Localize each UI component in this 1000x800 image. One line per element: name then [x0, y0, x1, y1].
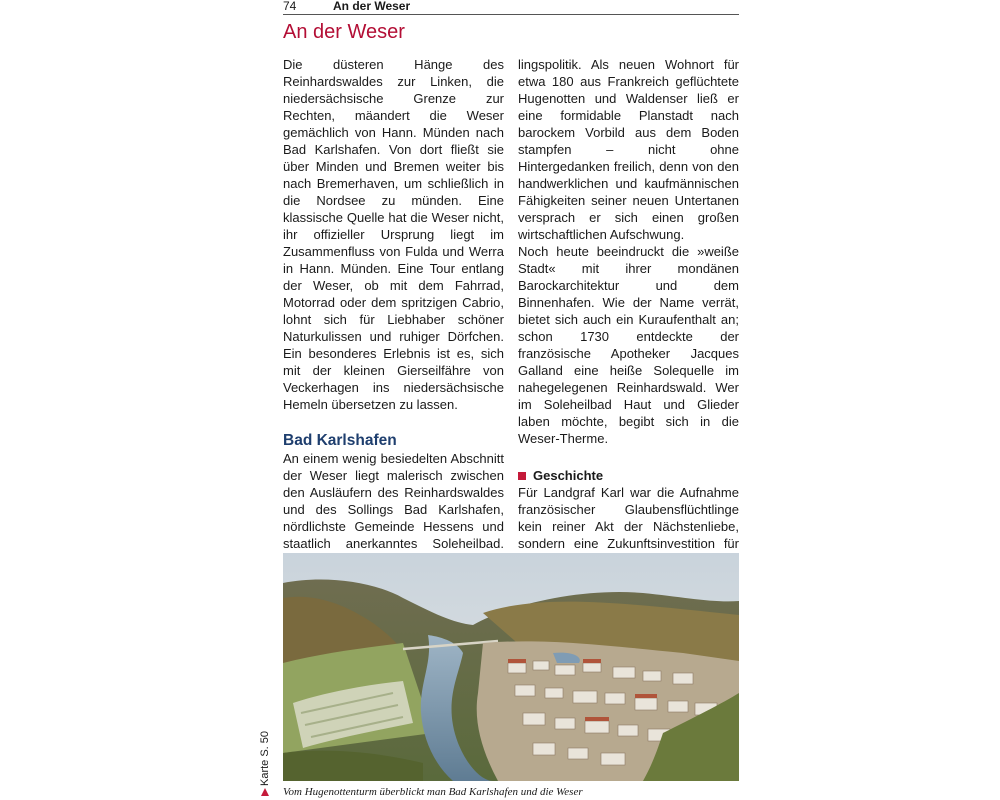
photo-caption: Vom Hugenottenturm überblickt man Bad Karlshafen und die Weser — [283, 786, 583, 798]
continuation-paragraph: lingspolitik. Als neuen Wohnort für etwa 180 aus Frankreich geflüchtete Hugenotten und Waldenser ließ er eine formidable Planstadt nach barockem Vorbild aus dem Boden stampfen – nicht ohne Hintergedanken freilich, denn von den handwerklichen und kaufmännischen Fähigkeiten seiner neuen Untertanen versprach er sich einen großen wirtschaftlichen Aufschwung. — [518, 57, 739, 242]
map-reference-label: Karte S. 50 — [259, 730, 271, 786]
bad-karlshafen-paragraph: An einem wenig besiedelten Abschnitt der Weser liegt malerisch zwischen den Ausläufern des Reinhardswaldes und des Sollings Bad Karlshafen, nördlichste Gemeinde Hessens und staatlich anerkanntes Soleheilbad. — [283, 451, 504, 551]
left-column — [283, 56, 504, 637]
intro-paragraph: Die düsteren Hänge des Reinhardswaldes zur Linken, die niedersächsische Grenze zur Rechten, mäandert die Weser gemächlich von Hann. Münden nach Bad Karlshafen. Von dort fließt sie über Minden und Bremen weiter bis nach Bremerhaven, um schließlich in die Nordsee zu münden. Eine klassische Quelle hat die Weser nicht, ihr offizieller Ursprung liegt im Zusammenfluss von Fulda und Werra in Hann. Münden. Eine Tour entlang der Weser, ob mit dem Fahrrad, Motorrad oder dem spritzigen Cabrio, lohnt sich für Liebhaber schöner Naturkulissen und ruhiger Dörfchen. Ein besonderes Erlebnis ist es, sich mit der kleinen Gierseilfähre von Veckerhagen ins niedersächsische Hemeln übersetzen zu lassen. — [283, 57, 504, 412]
subheading-geschichte — [518, 467, 739, 484]
running-header — [283, 0, 739, 15]
subheading-bad-karlshafen: Bad Karlshafen — [283, 432, 397, 449]
page-number: 74 — [283, 0, 297, 13]
landscape-photo — [283, 553, 739, 781]
chapter-title: An der Weser — [283, 21, 405, 43]
map-reference[interactable] — [259, 728, 273, 800]
running-header-title: An der Weser — [333, 0, 411, 13]
weisse-stadt-paragraph: Noch heute beeindruckt die »weiße Stadt« mit ihrer mondänen Barockarchitektur und dem Binnenhafen. Wie der Name verrät, bietet sich auch ein Kuraufenthalt an; schon 1730 entdeckte der französische Apotheker Jacques Galland eine heiße Solequelle im nahegelegenen Reinhardswald. Wer im Soleheilbad Haut und Glieder laben möchte, begibt sich in die Weser-Therme. — [518, 244, 739, 446]
geschichte-paragraph: Für Landgraf Karl war die Aufnahme französischer Glaubensflüchtlinge kein reiner Akt der Nächstenliebe, sondern eine Zukunftsinvestition für — [518, 485, 739, 551]
right-column — [518, 56, 739, 637]
bullet-square-icon — [518, 472, 526, 480]
triangle-marker-icon — [261, 788, 269, 796]
geschichte-label: Geschichte — [533, 468, 604, 483]
